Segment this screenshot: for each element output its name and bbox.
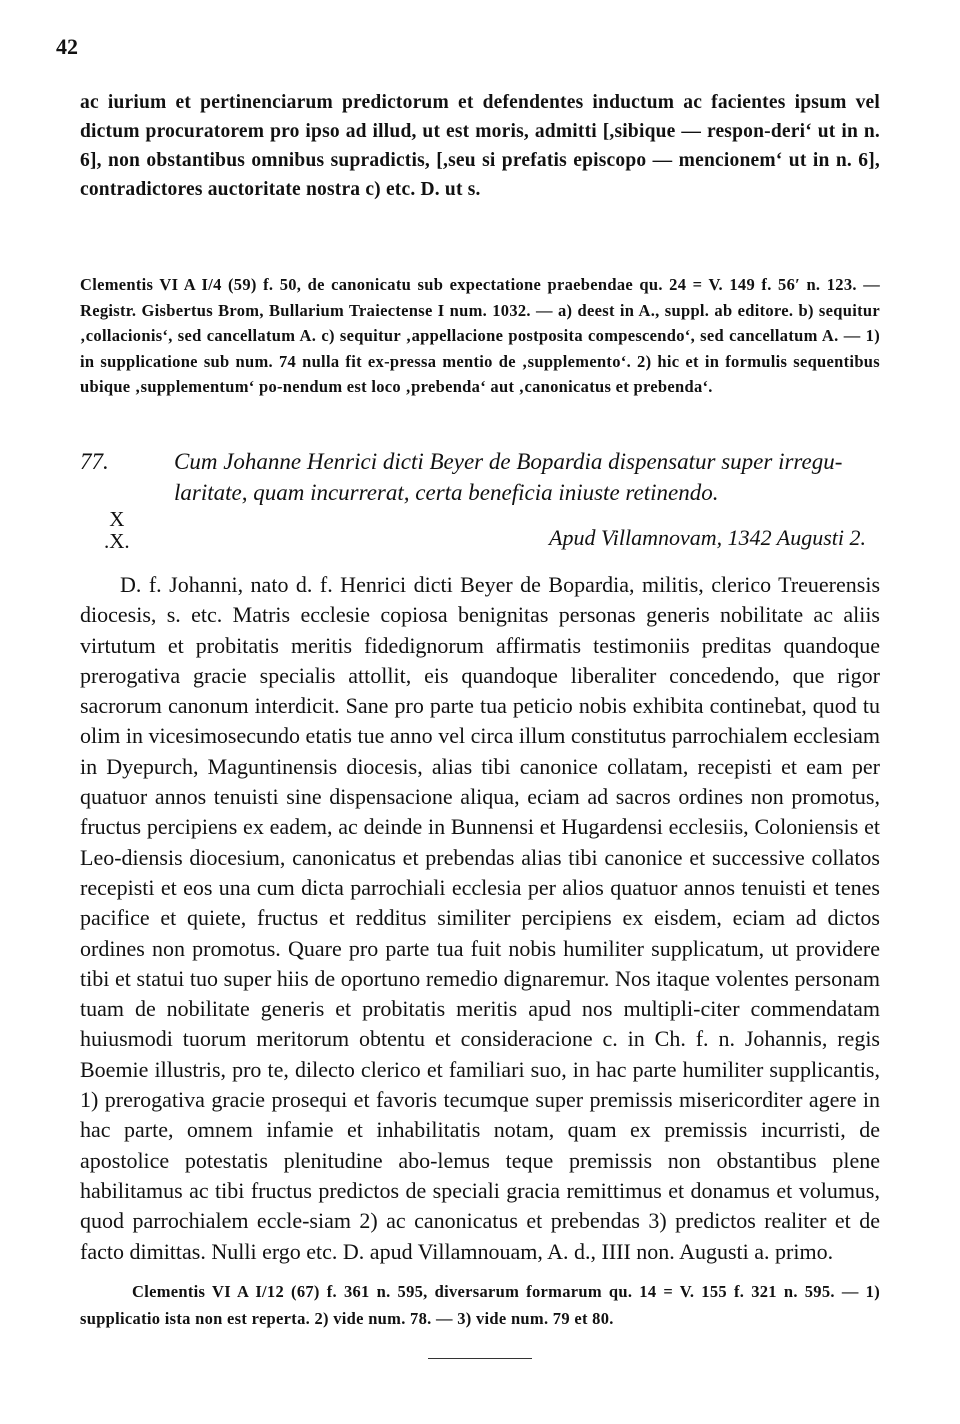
closing-rule [428,1358,532,1359]
document-number: 77. [80,449,109,474]
document-heading [80,446,900,508]
register-mark-bottom: .X. [104,529,130,553]
register-mark [104,508,130,552]
footnotes-bottom [80,1278,880,1332]
footnotes-bottom-text: Clementis VI A I/12 (67) f. 361 n. 595, diversarum formarum qu. 14 = V. 155 f. 321 n. 595. — 1) supplicatio ista non est reperta. 2) vide num. 78. — 3) vide num. 79 et 80. [80,1282,880,1328]
footnotes-top [80,272,880,400]
place-date: Apud Villamnovam, 1342 Augusti 2. [549,525,866,550]
heading-text-1: Cum Johanne Henrici dicti Beyer de Bopardia dispensatur super irregu- [174,449,843,474]
footnotes-top-text: Clementis VI A I/4 (59) f. 50, de canonicatu sub expectatione praebendae qu. 24 = V. 149 f. 56′ n. 123. — Registr. Gisbertus Brom, Bullarium Traiectense I num. 1032. — a) deest in A., suppl. ab editore. b) sequitur ‚collacionis‘, sed cancellatum A. c) sequitur ‚appellacione postposita compescendo‘, sed cancellatum A. — 1) in supplicatione sub num. 74 nulla fit ex-pressa mentio de ‚supplemento‘. 2) hic et in formulis sequentibus ubique ‚supplementum‘ po-nendum est loco ‚prebenda‘ aut ‚canonicatus et prebenda‘. [80,275,880,396]
top-paragraph: ac iurium et pertinenciarum predictorum et defendentes inductum ac facientes ipsum vel dictum procuratorem pro ipso ad illud, ut est moris, admitti [,sibique — respon-deri‘ ut in n. 6], non obstantibus omnibus supradictis, [,seu si prefatis episcopo — mencionem‘ ut in n. 6], contradictores auctoritate nostra c) etc. D. ut s. [80,92,880,200]
body-text [80,570,880,1267]
heading-line-2: laritate, quam incurrerat, certa beneficia iniuste retinendo. [174,480,719,505]
page-number: 42 [56,34,78,59]
body-paragraph: D. f. Johanni, nato d. f. Henrici dicti Beyer de Bopardia, militis, clerico Treuerensis diocesis, s. etc. Matris ecclesie copiosa benignitas personas generis nobilitate ac aliis virtutum et probitatis meritis fidedignorum affirmatis testimoniis preditas quandoque prerogativa gracie specialis attollit, eis quandoque liberaliter concedendo, que rigor sacrorum canonum interdicit. Sane pro parte tua peticio nobis exhibita continebat, quod tu olim in vicesimosecundo etatis tue anno vel circa illum constitutus parrochialem ecclesiam in Dyepurch, Maguntinensis diocesis, alias tibi canonice collatam, recepisti et eam per quatuor annos tenuisti sine dispensacione aliqua, eciam ad sacros ordines non promotus, fructus percipiens ex eadem, ac deinde in Bunnensi et Hugardensi ecclesiis, Coloniensis et Leo-diensis diocesium, canonicatus et prebendas alias tibi canonice et successive collatos recepisti et eos una cum dicta parrochiali ecclesia per alios quatuor annos tenuisti et tenes pacifice et quiete, fructus et redditus similiter percipiens ex eisdem, eciam ad dictos ordines non promotus. Quare pro parte tua fuit nobis humiliter supplicatum, ut providere tibi et statui tuo super hiis de oportuno remedio dignaremur. Nos itaque volentes personam tuam de nobilitate generis et probitatis meritis apud nos multipli-citer commendatam huiusmodi tuorum meritorum obtentu et consideracione c. in Ch. f. n. Johannis, regis Boemie illustris, pro te, dilecto clerico et familiari suo, in hac parte humiliter supplicantis, 1) prerogativa gracie prosequi et favoris tecumque super premissis misericorditer agere in hac parte, omnem infamie et inhabilitatis notam, quam ex premissis incurristi, de apostolice potestatis plenitudine abo-lemus teque premissis non obstantibus plene habilitamus ac tibi fructus predictos de speciali gracia remittimus et donamus et volumus, quod parrochialem eccle-siam 2) ac canonicatus et prebendas 3) predictos realiter et de facto dimittas. Nulli ergo etc. D. apud Villamnouam, A. d., IIII non. Augusti a. primo. [80,572,880,1264]
register-mark-top: X [109,507,125,531]
heading-line-1 [80,446,900,477]
